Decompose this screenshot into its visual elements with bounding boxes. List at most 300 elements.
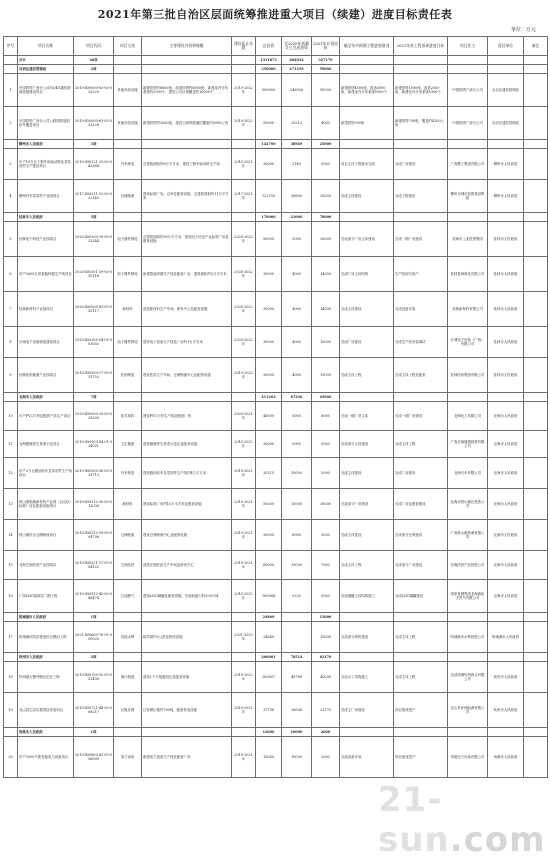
table-cell: 完成工程建设 [394,180,448,213]
table-cell: 其他市政设施 [114,107,142,140]
table-cell: 60000 [256,551,282,580]
table-cell: 10000 [312,489,340,520]
table-cell: 2020-2022年 [232,327,256,358]
table-cell: 4000 [312,107,340,140]
table-cell: 4000 [282,292,312,327]
table-cell: 55000 [312,74,340,107]
table-cell: 电子器件制造 [114,257,142,292]
table-cell: 8000 [282,520,312,551]
table-cell [524,402,548,431]
table-cell: 12000 [256,728,282,737]
table-cell [448,56,488,65]
table-cell [448,213,488,222]
table-cell: 14000 [312,292,340,327]
table-cell: 垃圾处理 [114,693,142,728]
group-row [4,613,548,622]
table-cell: 271239 [282,65,312,74]
table-cell: 完成厂房及配套建设 [394,489,448,520]
table-cell [340,213,394,222]
watermark-logo: 21-sun.com [378,780,546,860]
table-cell [4,653,18,662]
page-title: 2021年第三批自治区层面统筹推进重大项目（续建）进度目标责任表 [97,8,453,21]
table-cell: 完成主体工程 [394,662,448,693]
table-cell: 2019-2021年 [232,489,256,520]
table-cell: 北海市人民政府 [488,402,524,431]
table-cell: 180984 [256,580,282,613]
column-header: 截至年中预期工程进展情况 [340,37,394,56]
table-cell: 完成主体建设 [340,520,394,551]
table-cell: 新材料 [114,489,142,520]
table-cell [232,56,256,65]
table-cell [488,213,524,222]
table-cell: 钦州市人民政府 [488,662,524,693]
table-cell: 2020-450305-04-01-003003 [74,327,114,358]
table-cell: 8 [4,327,18,358]
table-cell: 5000 [282,402,312,431]
table-cell: 北海生物医药产业园项目 [18,551,74,580]
table-cell: 50000 [256,222,282,257]
table-cell: 19 [4,693,18,728]
table-cell: 新建铁塔约3000座，建设公路铁路通信覆盖约5000公里 [142,107,232,140]
table-row [4,180,548,213]
table-cell: 北海医药产业投资公司 [448,551,488,580]
table-cell: 15000 [312,358,340,393]
table-cell: 其他市政设施 [114,74,142,107]
table-cell [448,728,488,737]
table-cell [524,327,548,358]
table-cell [524,458,548,489]
table-cell [142,140,232,149]
table-cell: 港口航道 [114,662,142,693]
table-cell: 建设医药生产车间、仓储物流中心及配套设施 [142,358,232,393]
group-row [4,653,548,662]
table-cell: 10000 [282,728,312,737]
table-cell [524,65,548,74]
table-cell [4,393,18,402]
table-cell: 灵山县环保能源有限公司 [448,693,488,728]
table-cell: 15000 [312,622,340,653]
table-cell: 防洪堤约5公里及排涝设施 [142,622,232,653]
table-cell: 14 [4,520,18,551]
table-cell: 防城港市人民政府 [488,622,524,653]
table-cell [340,140,394,149]
table-cell: 汽车制造 [114,458,142,489]
table-cell: 北海市人民政府 [488,520,524,551]
table-cell: 电子器件制造 [114,222,142,257]
table-cell: 2019-450512-45-03-040474 [74,580,114,613]
table-cell: 铁山港综合仓储物流项目 [18,520,74,551]
table-cell: 桂林市工业投资集团 [448,222,488,257]
table-cell [282,613,312,622]
table-cell: 贵港市人民政府 [488,737,524,778]
table-cell [232,213,256,222]
table-row [4,402,548,431]
table-cell: 122700 [256,180,282,213]
table-cell: 完成厂房主体结构 [340,257,394,292]
table-cell: 5000 [312,431,340,458]
table-cell: 2019-450512-59-03-004706 [74,520,114,551]
table-cell [524,737,548,778]
table-cell: 20 [4,737,18,778]
table-cell: 建设仓储物流中心及配套设施 [142,520,232,551]
table-cell: 2项 [74,65,114,74]
table-cell [524,489,548,520]
table-cell [4,65,18,74]
column-header: 建设起止年限 [232,37,256,56]
table-cell: 327170 [312,56,340,65]
table-cell: 2000 [312,737,340,778]
table-cell [114,613,142,622]
table-cell: 中国铁塔广西分公司 [448,74,488,107]
column-header: 责任单位 [488,37,524,56]
table-cell [394,653,448,662]
table-cell: 5000 [282,431,312,458]
table-cell: 日处理垃圾约700吨，配套发电设施 [142,693,232,728]
table-cell: 完成厂房建设 [394,149,448,180]
table-cell [488,65,524,74]
table-cell: 2019-2022年 [232,107,256,140]
table-cell: 建设标准厂房、仓库及配套设施，总建筑面积约11万平方米 [142,180,232,213]
column-header: 项目业主 [448,37,488,56]
table-cell: 中国铁塔广西分公司公路铁路通信信号覆盖项目 [18,107,74,140]
table-cell [524,56,548,65]
table-cell: 北海汽车有限公司 [448,458,488,489]
table-cell: 化学原料 [114,402,142,431]
table-cell: 柳州市人民政府 [488,149,524,180]
table-cell: 4 [4,180,18,213]
table-cell: 桂林市人民政府 [488,358,524,393]
table-cell: 自治区通信管理局 [488,74,524,107]
table-cell: 完成主厂房建设 [340,693,394,728]
table-cell [142,56,232,65]
table-cell: 4000 [282,257,312,292]
table-cell: 北海市人民政府 [488,580,524,613]
table-cell: 14000 [312,257,340,292]
column-header: 项目代码 [74,37,114,56]
table-cell [524,520,548,551]
table-cell: 完成部分堤防建设 [340,622,394,653]
table-cell: 2019-450512-30-03-013036 [74,489,114,520]
table-row [4,662,548,693]
table-cell: 2019-450521-27-03-004122 [74,551,114,580]
table-cell: 完成主体建设 [340,292,394,327]
table-cell: 300000 [256,74,282,107]
table-row [4,74,548,107]
table-cell: 20000 [256,431,282,458]
watermark-text: 21-sun [378,780,450,860]
table-cell: 生产线部分投产 [394,257,448,292]
table-cell: 9 [4,358,18,393]
column-header: 总投资 [256,37,282,56]
table-cell [4,613,18,622]
table-cell [142,393,232,402]
table-cell: 总建筑面积约8万平方米，建设工程车驱动桥生产线 [142,149,232,180]
table-cell: 桂林市人民政府 [488,257,524,292]
table-cell: 建设生物医药生产车间及研发中心 [142,551,232,580]
table-cell: 长城电子设备（广西）有限公司 [448,327,488,358]
table-cell: 2019-450221-29-03-042364 [74,149,114,180]
table-cell: 7000 [312,551,340,580]
table-cell: 防城港市水利投资公司 [448,622,488,653]
table-cell [524,431,548,458]
table-cell: 2020-450500-29-03-033005 [74,402,114,431]
table-cell [114,140,142,149]
table-cell: 完成LNG储罐建设 [394,580,448,613]
group-row [4,728,548,737]
table-cell: 完成设备安装 [340,737,394,778]
table-cell: 完成主体工程 [394,622,448,653]
table-cell: 2149 [282,149,312,180]
column-header: 主要建设内容和规模 [142,37,232,56]
table-cell [488,393,524,402]
table-cell [114,393,142,402]
table-cell: 2020-2022年 [232,222,256,257]
table-cell: 30000 [256,520,282,551]
table-cell [232,613,256,622]
table-cell: 中国铁塔广西分公司5G/4G通信基础设施建设项目 [18,74,74,107]
table-cell: 完成储罐主体结构施工 [340,580,394,613]
table-cell [524,358,548,393]
table-cell: 2019-2022年 [232,662,256,693]
table-cell: 4000 [282,358,312,393]
table-cell: 北部湾港钦州码头有限公司 [448,662,488,693]
table-cell: 2020-450300-39-03-032244 [74,222,114,257]
unit-label: 单位：万元 [510,27,536,33]
table-cell: 50000 [256,107,282,140]
table-cell: 4000 [282,327,312,358]
table-cell: 总建筑面积约30万平方米，建设电子信息产业标准厂房及配套设施 [142,222,232,257]
table-cell [524,292,548,327]
table-cell: 桂林医药健康产业园项目 [18,358,74,393]
table-cell: 7 [4,292,18,327]
table-cell [232,728,256,737]
table-cell: 新建智能终端生产线及配套厂房，建筑面积约5万平方米 [142,257,232,292]
table-cell [340,65,394,74]
table-cell: 完成部分厂房主体建设 [340,222,394,257]
table-cell: 新建铁塔1500座，改造2000座，新建室内分布系统1500个 [394,74,448,107]
table-cell: 防城港市人民政府 [18,613,74,622]
table-cell: 桂林新材料产业园项目 [18,292,74,327]
table-cell: 2021-450600-76-01-050025 [74,622,114,653]
table-cell: 5项 [74,213,114,222]
table-cell: 建设PVC片材生产线及配套厂房 [142,402,232,431]
table-row [4,580,548,613]
table-cell [114,653,142,662]
table-row [4,520,548,551]
table-row [4,257,548,292]
table-cell: 完成厂房建设 [340,327,394,358]
column-header: 项目名称 [18,37,74,56]
table-cell: 长城电子设备制造建设项目 [18,327,74,358]
table-cell: 其他水利 [114,622,142,653]
table-cell: 15 [4,551,18,580]
table-cell [4,728,18,737]
table-cell: 新建铁塔约8000座，改造铁塔约8000座，新建室内分布系统约2000个，建设公共区域覆盖约10000个 [142,74,232,107]
table-cell: 完成主体工程及配套 [394,358,448,393]
table-cell: 50000 [256,489,282,520]
table-cell: 柳州汽车零部件产业园项目 [18,180,74,213]
table-cell: 2019-2021年 [232,737,256,778]
table-cell: 桂林市人民政府 [18,213,74,222]
table-cell: 18 [4,662,18,693]
table-cell: 20000 [256,149,282,180]
column-header: 至2020年底累计已完成投资 [282,37,312,56]
table-cell: 2020-2022年 [232,292,256,327]
table-cell: 30000 [256,327,282,358]
table-row [4,149,548,180]
table-cell: 5000 [312,458,340,489]
table-cell: 40000 [256,402,282,431]
table-cell: 新建铁塔300座 [340,107,394,140]
column-header: 项目分类 [114,37,142,56]
column-header: 备注 [524,37,548,56]
table-row [4,222,548,257]
table-cell [4,140,18,149]
group-row [4,213,548,222]
table-cell [524,693,548,728]
table-cell [524,213,548,222]
table-cell: 2000 [312,728,340,737]
table-cell: 2019-2021年 [232,149,256,180]
table-cell: 年产2万台燃油机车及零部件生产线项目 [18,458,74,489]
table-cell: 17 [4,622,18,653]
table-cell: 新建电力设备生产线及配套厂房 [142,737,232,778]
table-cell: 78514 [282,653,312,662]
table-cell [524,257,548,292]
table-cell: 广西柳工集团有限公司 [448,149,488,180]
table-cell [394,65,448,74]
table-cell: 年产PVC片材及配套产品生产项目 [18,402,74,431]
table-cell: 完成主体建设 [340,180,394,213]
table-cell: 6 [4,257,18,292]
table-cell [232,140,256,149]
table-cell: 钦州港大榄坪港区泊位工程 [18,662,74,693]
table-cell: 建设新材料生产车间、研发中心及配套设施 [142,292,232,327]
table-cell: 北海化工有限公司 [448,402,488,431]
table-cell [524,140,548,149]
table-cell [340,613,394,622]
table-cell: 12 [4,458,18,489]
table-cell: 59000 [312,65,340,74]
table-cell: 国家管网集团北海液化天然气有限公司 [448,580,488,613]
table-cell: 3项 [74,140,114,149]
table-cell [524,613,548,622]
table-cell: 13 [4,489,18,520]
table-cell: 16 [4,580,18,613]
table-row [4,458,548,489]
table-cell: 5000 [312,149,340,180]
table-row [4,622,548,653]
table-cell [524,662,548,693]
table-cell: 北海市人民政府 [488,458,524,489]
table-cell: 柳州市城市投资建设集团 [448,180,488,213]
column-header: 序号 [4,37,18,56]
table-cell: 49788 [282,662,312,693]
table-cell: 200001 [256,653,282,662]
table-cell: 桂林市人民政府 [488,327,524,358]
table-cell: 2019-450300-27-03-031753 [74,358,114,393]
table-cell: 贵港市人民政府 [18,728,74,737]
table-cell: 桂林电子科技产业园项目 [18,222,74,257]
table-cell [448,613,488,622]
table-cell: 45000 [312,393,340,402]
table-cell: 21000 [282,213,312,222]
table-cell: 建设标准厂房约10万平方米及配套设施 [142,489,232,520]
table-cell [488,56,524,65]
table-cell: 完成主体建设 [340,458,394,489]
table-cell: 15000 [312,613,340,622]
table-cell: 9220 [282,580,312,613]
table-cell [232,653,256,662]
table-cell: 新建铁塔700座，覆盖约4200公里 [394,107,448,140]
table-cell: 北海市人民政府 [18,393,74,402]
table-cell [524,551,548,580]
table-cell: 15000 [312,327,340,358]
table-cell: 2020-2021年 [232,402,256,431]
table-cell [142,65,232,74]
table-cell: 铁山港临港新材料产业园（启动区）标准厂房及配套设施项目 [18,489,74,520]
table-row [4,327,548,358]
table-cell: 汽车制造 [114,149,142,180]
table-cell: 12000 [256,737,282,778]
table-cell: 350000 [256,65,282,74]
table-cell [142,653,232,662]
table-cell: 20000 [312,222,340,257]
table-cell [448,140,488,149]
table-cell: 25213 [282,107,312,140]
table-cell: 建设健康养生养老示范区及配套设施 [142,431,232,458]
table-cell: 30000 [256,292,282,327]
table-cell: 完成一期厂房主体 [340,402,394,431]
table-cell: 2017-2021年 [232,180,256,213]
table-cell [488,728,524,737]
table-cell: 广西北海健康投资有限公司 [448,431,488,458]
table-cell: 年产3500千焦智能电力设备项目 [18,737,74,778]
table-cell: 桂林智神科技有限公司 [448,257,488,292]
table-cell: 完成一期厂房建设 [394,402,448,431]
table-cell: 2017-450211-52-03-022145 [74,180,114,213]
group-row [4,140,548,149]
table-cell [524,622,548,653]
table-cell: 完成主体工程 [394,431,448,458]
table-cell: 仓储物流 [114,180,142,213]
table-cell: 北海市人民政府 [488,551,524,580]
table-row [4,551,548,580]
table-cell: 医药制造 [114,358,142,393]
table-cell: 完成部分主体建设 [340,431,394,458]
table-cell: 15000 [282,489,312,520]
table-cell: 新材料 [114,292,142,327]
table-cell: 1 [4,74,18,107]
table-cell: 2019-450503-84-01-034021 [74,431,114,458]
table-cell: 电力设备 [114,737,142,778]
table-cell: 78000 [312,213,340,222]
table-cell: 2020-450300-41-03-050117 [74,292,114,327]
table-cell: 3 [4,149,18,180]
table-cell: 37734 [256,693,282,728]
table-cell [394,140,448,149]
table-cell: 2 [4,107,18,140]
table-cell [488,613,524,622]
group-row [4,65,548,74]
table-cell: 24969 [256,622,282,653]
table-row [4,107,548,140]
table-row [4,431,548,458]
table-cell: 2项 [74,653,114,662]
table-cell: 36800 [282,180,312,213]
table-cell [394,56,448,65]
table-cell: 1311873 [256,56,282,65]
